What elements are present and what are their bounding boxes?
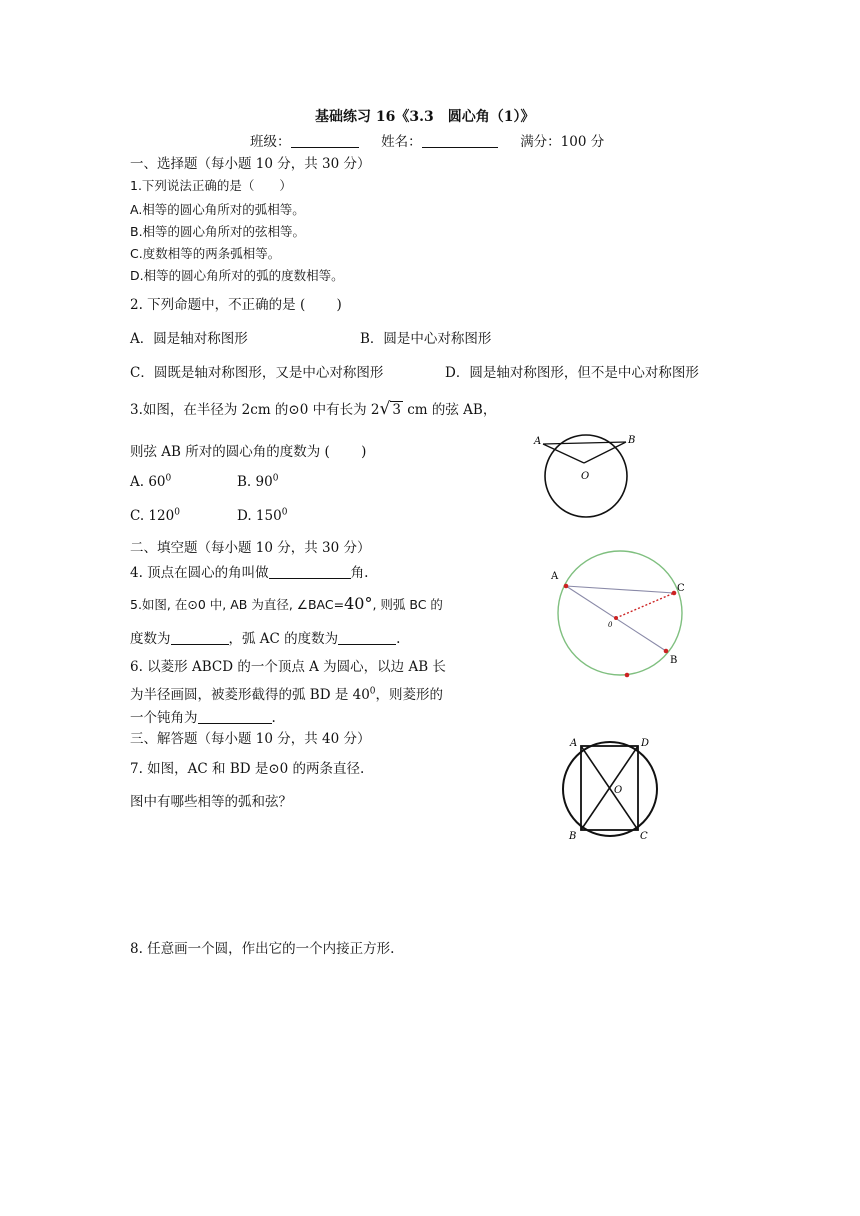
q1-option-d: D.相等的圆心角所对的弧的度数相等。 (130, 268, 344, 283)
q7-label-c: C (640, 831, 648, 842)
q6-blank[interactable] (198, 709, 272, 724)
q5-line2-pre: 度数为 (130, 631, 171, 647)
sqrt-radicand: 3 (392, 402, 401, 418)
q3-stem-tail: cm 的弦 AB， (402, 402, 497, 418)
q2-option-c: C．圆既是轴对称图形，又是中心对称图形 (130, 365, 384, 381)
q8-text: 8. 任意画一个圆，作出它的一个内接正方形. (130, 941, 395, 957)
q5-line2-post: . (396, 631, 401, 647)
q5-point-a (564, 584, 569, 589)
q6-line3 (130, 706, 276, 726)
degree-sup: 0 (281, 507, 288, 518)
degree-sup: 0 (272, 473, 279, 484)
q5-point-c (672, 591, 677, 596)
q5-label-b: B (670, 655, 678, 666)
student-info-line (250, 130, 604, 150)
degree-sup: 0 (165, 473, 172, 484)
q5-line1-pre: 5.如图, 在⊙0 中, AB 为直径, ∠BAC= (130, 597, 345, 612)
q3-stem-text: 3.如图，在半径为 2cm 的⊙0 中有长为 2 (130, 402, 380, 418)
sqrt-sign: √ (379, 399, 391, 419)
q3-chord-ab (543, 442, 626, 444)
q5-chord-ac (566, 586, 674, 593)
score-label: 满分：100 分 (520, 134, 605, 150)
name-label: 姓名： (381, 134, 422, 150)
q5-figure (544, 550, 694, 685)
q1-option-a: A.相等的圆心角所对的弧相等。 (130, 202, 305, 217)
q5-blank-bc[interactable] (171, 630, 229, 645)
q3-label-a: A (534, 436, 542, 447)
q3-stem (130, 398, 496, 419)
q4-text (130, 561, 368, 581)
q6-line2-pre: 为半径画圆，被菱形截得的弧 BD 是 40 (130, 687, 370, 703)
q3-label-o: O (581, 471, 590, 482)
degree-sup: 0 (369, 686, 376, 697)
q6-line2-post: ，则菱形的 (375, 687, 444, 703)
q3-figure (530, 428, 640, 520)
q5-label-a: A (551, 571, 559, 582)
q7-line1: 7. 如图，AC 和 BD 是⊙0 的两条直径. (130, 761, 365, 777)
q3-radius-oa (543, 444, 584, 463)
q5-point-b (664, 649, 669, 654)
q3-line2: 则弦 AB 所对的圆心角的度数为 ( ) (130, 444, 367, 460)
q3-option-b (237, 474, 278, 490)
class-label: 班级： (250, 134, 291, 150)
q2-option-b: B．圆是中心对称图形 (360, 331, 492, 347)
q1-stem: 1.下列说法正确的是（ ） (130, 178, 292, 193)
page-title: 基础练习 16《3.3 圆心角（1）》 (315, 109, 535, 125)
q7-line2: 图中有哪些相等的弧和弦？ (130, 794, 292, 810)
q7-label-o: O (614, 785, 623, 796)
q5-point-o (614, 616, 618, 620)
q5-label-o: 0 (608, 621, 613, 629)
section-1-heading: 一、选择题（每小题 10 分，共 30 分） (130, 156, 371, 172)
name-blank[interactable] (422, 133, 498, 148)
q4-text-pre: 4. 顶点在圆心的角叫做 (130, 565, 269, 581)
q3-option-c (130, 508, 180, 524)
q1-option-c: C.度数相等的两条弧相等。 (130, 246, 281, 261)
q3-b-text: B. 90 (237, 474, 273, 490)
q3-c-text: C. 120 (130, 508, 175, 524)
q5-point-bottom (625, 673, 630, 678)
q5-blank-ac[interactable] (338, 630, 396, 645)
section-2-heading: 二、填空题（每小题 10 分，共 30 分） (130, 540, 371, 556)
q5-radius-oc (616, 593, 674, 618)
q7-label-a: A (570, 738, 578, 749)
q2-stem: 2. 下列命题中，不正确的是 ( ) (130, 297, 342, 313)
q6-line2 (130, 683, 443, 703)
q5-circle (558, 551, 682, 675)
q3-d-text: D. 150 (237, 508, 282, 524)
degree-sup: 0 (174, 507, 180, 518)
q4-text-post: 角. (350, 565, 369, 581)
class-blank[interactable] (291, 133, 359, 148)
q1-option-b: B.相等的圆心角所对的弦相等。 (130, 224, 306, 239)
q7-label-d: D (641, 738, 650, 749)
q5-line2 (130, 627, 400, 647)
q5-line1 (130, 594, 443, 613)
q2-option-a: A．圆是轴对称图形 (130, 331, 248, 347)
q5-line2-mid: ，弧 AC 的度数为 (228, 631, 339, 647)
q7-label-b: B (569, 831, 577, 842)
q2-option-d: D．圆是轴对称图形，但不是中心对称图形 (445, 365, 699, 381)
section-3-heading: 三、解答题（每小题 10 分，共 40 分） (130, 731, 371, 747)
q3-label-b: B (628, 435, 636, 446)
q7-figure (555, 733, 670, 845)
q5-angle: 40° (344, 594, 373, 613)
q3-option-d (237, 508, 287, 524)
q4-blank[interactable] (269, 564, 351, 579)
q6-line3-post: . (271, 710, 276, 726)
q3-a-text: A. 60 (130, 474, 166, 490)
q5-label-c: C (677, 583, 685, 594)
q6-line1: 6. 以菱形 ABCD 的一个顶点 A 为圆心，以边 AB 长 (130, 659, 446, 675)
q3-option-a (130, 474, 171, 490)
q5-line1-post: , 则弧 BC 的 (372, 597, 443, 612)
q6-line3-pre: 一个钝角为 (130, 710, 198, 726)
